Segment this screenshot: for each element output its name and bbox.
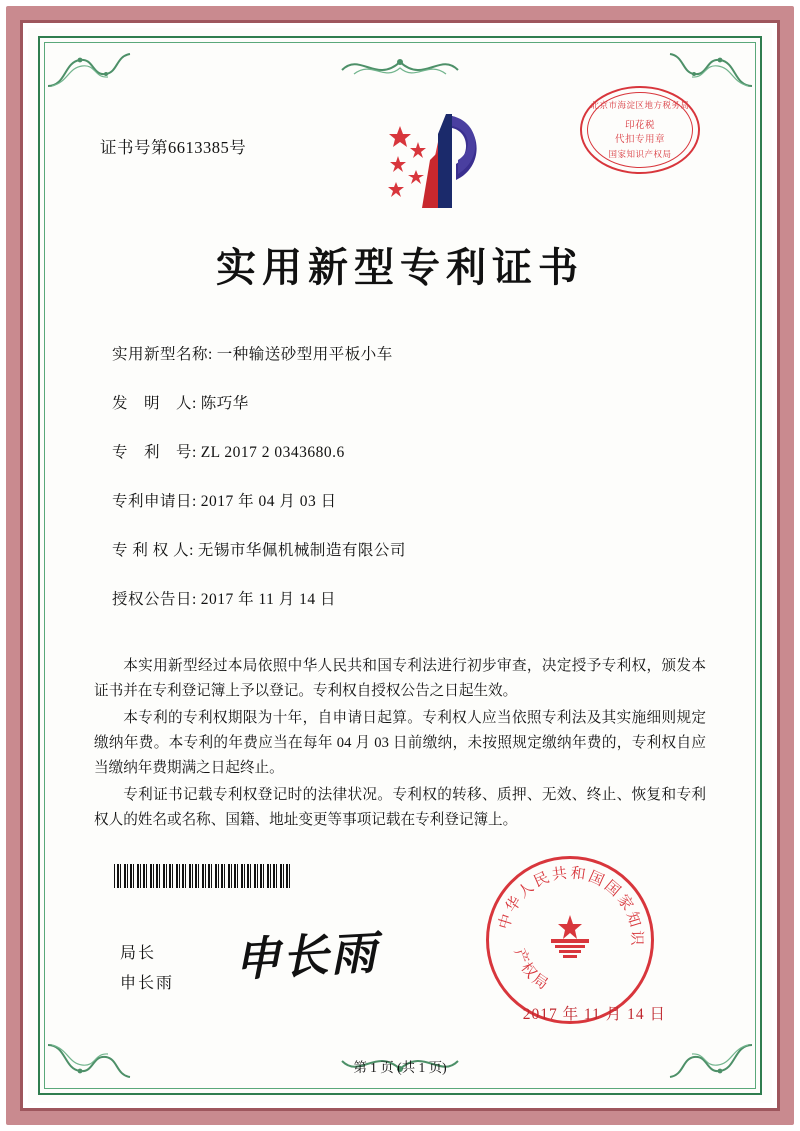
official-seal [486, 856, 654, 1024]
tax-stamp-line-4: 国家知识产权局 [608, 149, 672, 159]
legal-paragraph-3: 专利证书记载专利权登记时的法律状况。专利权的转移、质押、无效、终止、恢复和专利权人的姓名或名称、国籍、地址变更等事项记载在专利登记簿上。 [94, 787, 706, 828]
fields-list [112, 342, 712, 636]
tax-stamp-seal [580, 86, 700, 174]
field-value: 2017 年 04 月 03 日 [200, 493, 337, 510]
certificate-content [60, 74, 740, 1075]
signer-name: 申长雨 [120, 975, 175, 992]
page-number: 第 1 页 (共 1 页) [353, 1060, 447, 1075]
field-value: 陈巧华 [200, 395, 249, 412]
field-inventor [112, 391, 712, 413]
field-grant-announcement-date [112, 587, 712, 609]
signer-title: 局长 [120, 945, 157, 962]
seal-date: 2017 年 11 月 14 日 [522, 1006, 666, 1023]
field-label: 授权公告日: [112, 591, 197, 608]
field-value: ZL 2017 2 0343680.6 [200, 444, 345, 461]
field-label: 实用新型名称: [112, 346, 213, 363]
handwritten-signature: 申长雨 [232, 927, 380, 986]
field-patent-number [112, 440, 712, 462]
field-application-date [112, 489, 712, 511]
field-value: 2017 年 11 月 14 日 [200, 591, 336, 608]
field-utility-model-name [112, 342, 712, 364]
tax-stamp-line-1: 北京市海淀区地方税务局 [590, 100, 690, 110]
tax-stamp-line-2: 印花税 [624, 121, 655, 131]
field-label: 发 明 人: [112, 395, 197, 412]
field-label: 专利申请日: [112, 493, 197, 510]
field-value: 一种输送砂型用平板小车 [216, 346, 393, 363]
svg-text:产权局: 产权局 [510, 946, 553, 995]
field-label: 专 利 号: [112, 444, 197, 461]
national-emblem-icon [541, 911, 599, 969]
svg-text:中华人民共和国国家知识: 中华人民共和国国家知识 [496, 865, 645, 948]
legal-paragraph-1: 本实用新型经过本局依照中华人民共和国专利法进行初步审查，决定授予专利权，颁发本证书并在专利登记簿上予以登记。专利权自授权公告之日起生效。 [94, 658, 706, 699]
legal-paragraph-2: 本专利的专利权期限为十年，自申请日起算。专利权人应当依照专利法及其实施细则规定缴纳年费。本专利的年费应当在每年 04 月 03 日前缴纳，未按照规定缴纳年费的，专利权自应当缴纳年费期满之日起终止。 [94, 710, 706, 776]
field-value: 无锡市华佩机械制造有限公司 [197, 542, 406, 559]
field-patentee [112, 538, 712, 560]
cnipa-logo-icon [360, 108, 490, 220]
page-title: 实用新型专利证书 [216, 245, 584, 290]
field-label: 专 利 权 人: [112, 542, 194, 559]
tax-stamp-line-3: 代扣专用章 [614, 135, 665, 145]
legal-text [94, 654, 706, 835]
certificate-number: 证书号第6613385号 [100, 138, 247, 157]
barcode [114, 864, 290, 888]
